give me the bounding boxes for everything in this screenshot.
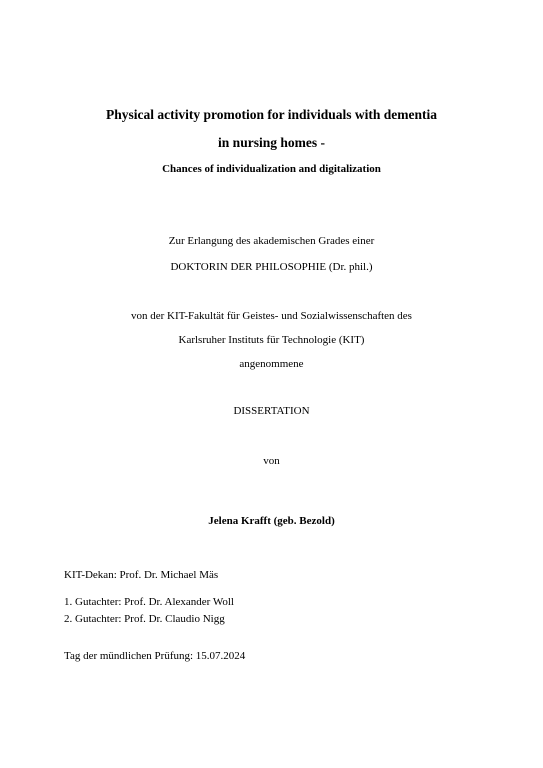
reviewer-2-line: 2. Gutachter: Prof. Dr. Claudio Nigg bbox=[64, 613, 225, 625]
reviewer-1-line: 1. Gutachter: Prof. Dr. Alexander Woll bbox=[64, 596, 234, 608]
degree-line-1: Zur Erlangung des akademischen Grades einer bbox=[168, 235, 375, 247]
by-label: von bbox=[263, 455, 280, 467]
document-type: DISSERTATION bbox=[233, 405, 310, 417]
faculty-line-2: Karlsruher Instituts für Technologie (KIT) bbox=[178, 334, 365, 346]
faculty-line-3: angenommene bbox=[239, 358, 304, 370]
thesis-title-line-2: in nursing homes - bbox=[218, 135, 325, 150]
thesis-title-line-1: Physical activity promotion for individuals with dementia bbox=[105, 107, 438, 122]
exam-date-line: Tag der mündlichen Prüfung: 15.07.2024 bbox=[64, 650, 246, 662]
faculty-line-1: von der KIT-Fakultät für Geistes- und Sozialwissenschaften des bbox=[131, 310, 412, 322]
dean-line: KIT-Dekan: Prof. Dr. Michael Mäs bbox=[64, 569, 219, 581]
thesis-subtitle: Chances of individualization and digitalization bbox=[162, 163, 381, 175]
degree-line-2: DOKTORIN DER PHILOSOPHIE (Dr. phil.) bbox=[170, 261, 373, 273]
author-name: Jelena Krafft (geb. Bezold) bbox=[208, 515, 335, 527]
